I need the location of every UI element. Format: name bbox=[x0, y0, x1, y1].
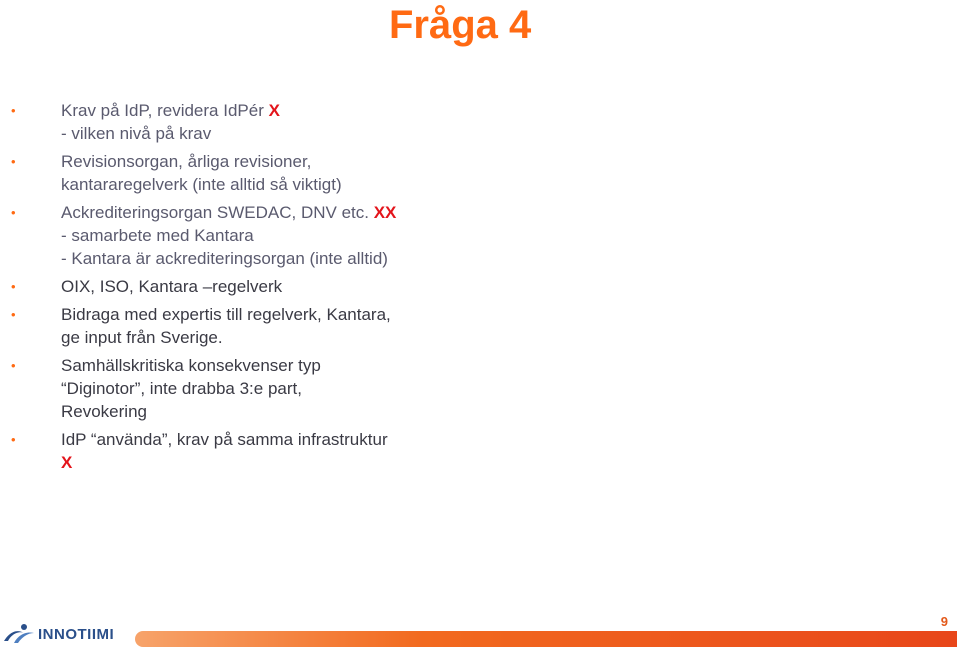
bullet-dot-icon: • bbox=[11, 432, 16, 447]
bullet-item bbox=[11, 275, 651, 298]
bullet-line: Samhällskritiska konsekvenser typ bbox=[61, 356, 321, 375]
bullet-item bbox=[11, 354, 651, 423]
innotiimi-logo-icon bbox=[2, 621, 36, 647]
bullet-line: Krav på IdP, revidera IdPér X bbox=[61, 101, 280, 120]
bullet-dot-icon: • bbox=[11, 307, 16, 322]
bullet-line: Revokering bbox=[61, 402, 147, 421]
mark-x: X bbox=[268, 101, 280, 120]
bullet-line: - samarbete med Kantara bbox=[61, 226, 254, 245]
footer-bar bbox=[135, 631, 957, 647]
bullet-line: - vilken nivå på krav bbox=[61, 124, 212, 143]
bullet-line: kantararegelverk (inte alltid så viktigt) bbox=[61, 175, 342, 194]
page-number: 9 bbox=[940, 614, 948, 629]
bullet-line: Revisionsorgan, årliga revisioner, bbox=[61, 152, 312, 171]
bullet-line bbox=[61, 451, 651, 474]
bullet-line: - Kantara är ackrediteringsorgan (inte alltid) bbox=[61, 249, 388, 268]
bullet-item bbox=[11, 99, 651, 145]
bullet-line: ge input från Sverige. bbox=[61, 328, 223, 347]
bullet-dot-icon: • bbox=[11, 205, 16, 220]
bullet-item bbox=[11, 201, 651, 270]
bullet-item bbox=[11, 303, 651, 349]
slide-title: Fråga 4 bbox=[389, 3, 532, 47]
logo-text: INNOTIIMI bbox=[38, 625, 115, 643]
mark-x: X bbox=[61, 453, 73, 472]
bullet-line: OIX, ISO, Kantara –regelverk bbox=[61, 277, 283, 296]
bullet-dot-icon: • bbox=[11, 279, 16, 294]
bullet-line: IdP “använda”, krav på samma infrastruktur bbox=[61, 430, 388, 449]
bullet-item bbox=[11, 150, 651, 196]
bullet-line: Bidraga med expertis till regelverk, Kantara, bbox=[61, 305, 391, 324]
company-logo bbox=[2, 620, 114, 648]
bullet-dot-icon: • bbox=[11, 358, 16, 373]
bullet-line: Ackrediteringsorgan SWEDAC, DNV etc. XX bbox=[61, 203, 397, 222]
bullet-dot-icon: • bbox=[11, 154, 16, 169]
bullet-item bbox=[11, 428, 651, 474]
mark-xx: XX bbox=[373, 203, 397, 222]
bullet-list bbox=[11, 99, 651, 479]
bullet-dot-icon: • bbox=[11, 103, 16, 118]
bullet-line: “Diginotor”, inte drabba 3:e part, bbox=[61, 379, 302, 398]
